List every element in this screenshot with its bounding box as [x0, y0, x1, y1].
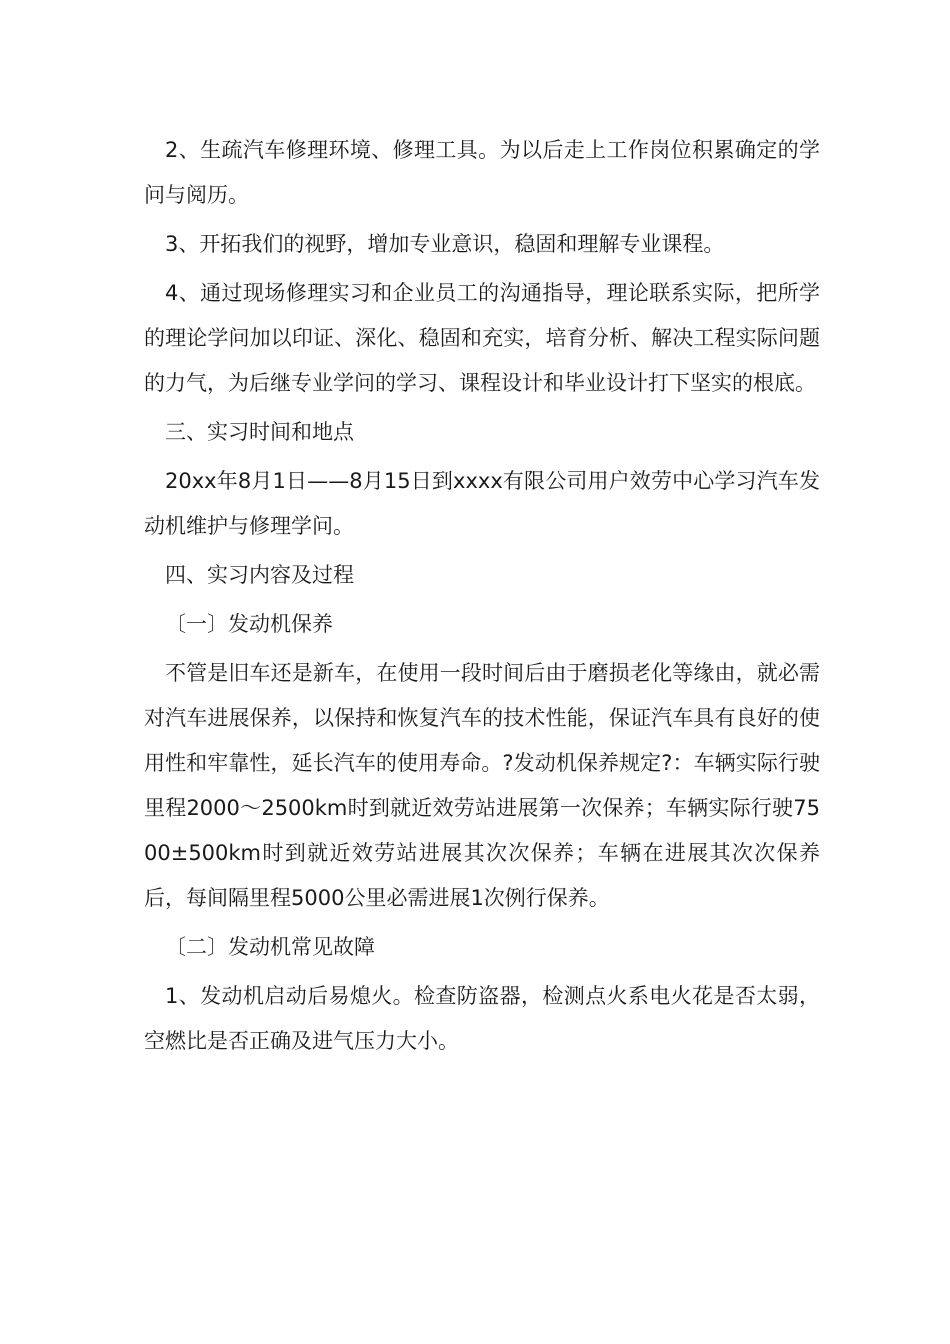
paragraph-engine-maintenance: 不管是旧车还是新车，在使用一段时间后由于磨损老化等缘由，就必需对汽车进展保养，以保持和恢复汽车的技术性能，保证汽车具有良好的使用性和牢靠性，延长汽车的使用寿命。?发动机保养规定?：车辆实际行驶里程2000～2500km时到就近效劳站进展第一次保养；车辆实际行驶7500±500km时到就近效劳站进展其次次保养；车辆在进展其次次保养后，每间隔里程5000公里必需进展1次例行保养。 [144, 661, 820, 910]
paragraph-theory-practice: 4、通过现场修理实习和企业员工的沟通指导，理论联系实际，把所学的理论学问加以印证、深化、稳固和充实，培育分析、解决工程实际问题的力气，为后继专业学问的学习、课程设计和毕业设计打下坚实的根底。 [144, 281, 820, 395]
heading-common-faults: 〔二〕发动机常见故障 [165, 935, 375, 959]
paragraph-fault-stalling: 1、发动机启动后易熄火。检查防盗器，检测点火系电火花是否太弱，空燃比是否正确及进气压力大小。 [144, 984, 820, 1053]
paragraph-time-and-place: 20xx年8月1日——8月15日到xxxx有限公司用户效劳中心学习汽车发动机维护与修理学问。 [144, 469, 820, 538]
paragraph-familiarize-tools: 2、生疏汽车修理环境、修理工具。为以后走上工作岗位积累确定的学问与阅历。 [144, 138, 820, 207]
heading-content-and-process: 四、实习内容及过程 [165, 563, 354, 587]
heading-time-and-place: 三、实习时间和地点 [165, 420, 354, 444]
document-body [144, 128, 820, 1064]
heading-engine-maintenance: 〔一〕发动机保养 [165, 612, 333, 636]
paragraph-broaden-horizons: 3、开拓我们的视野，增加专业意识，稳固和理解专业课程。 [165, 232, 725, 256]
